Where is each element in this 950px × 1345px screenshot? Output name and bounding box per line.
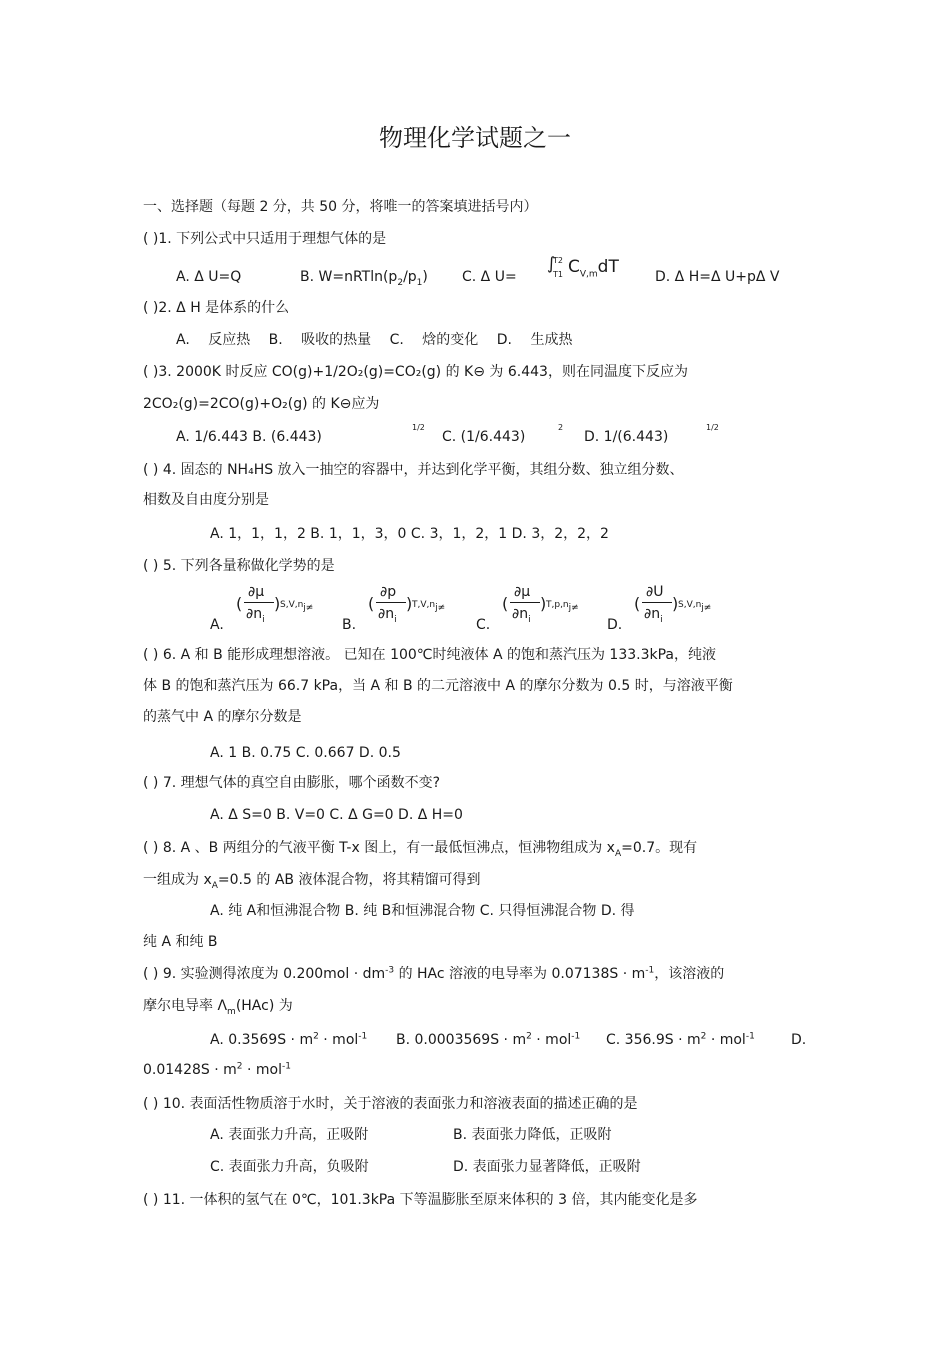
q2-options: A. 反应热 B. 吸收的热量 C. 焓的变化 D. 生成热	[176, 332, 573, 348]
q9-option-b: B. $0.0003569S \cdot m^2 \cdot mol^{-1}$	[396, 1031, 581, 1048]
integral-sign: ∫	[547, 254, 556, 274]
q1-option-a: A. Δ U=Q	[176, 269, 242, 285]
q3-stem-line2: 2CO₂(g)=2CO(g)+O₂(g) 的 K⊖应为	[143, 396, 380, 412]
q6-stem-line1: ( ) 6. A 和 B 能形成理想溶液。 已知在 100℃时纯液体 A 的饱和蒸汽压为 133.3kPa，纯液	[143, 647, 717, 663]
q9-option-c: C. $356.9S \cdot m^2 \cdot mol^{-1}$	[606, 1031, 755, 1048]
q5-stem: ( ) 5. 下列各量称做化学势的是	[143, 558, 335, 574]
q9-option-d-label: D.	[791, 1032, 807, 1048]
q3-c-exponent: 2	[558, 423, 564, 432]
section-heading: 一、选择题（每题 2 分，共 50 分，将唯一的答案填进括号内）	[143, 199, 538, 215]
q1-option-d: D. Δ H=Δ U+pΔ V	[655, 269, 780, 285]
q3-b-exponent: 1/2	[412, 423, 425, 432]
q8-stem-line1: ( ) 8. A 、B 两组分的气液平衡 T-x 图上，有一最低恒沸点，恒沸物组成为 $x_A=0.7$。现有	[143, 840, 698, 859]
q1-option-c: C. Δ U=	[462, 269, 517, 285]
q9-stem-line2: 摩尔电导率 $\Lambda_m(HAc)$ 为	[143, 998, 293, 1017]
q10-option-d: D. 表面张力显著降低，正吸附	[453, 1159, 641, 1175]
q6-options: A. 1 B. 0.75 C. 0.667 D. 0.5	[210, 745, 401, 761]
integral-lower-limit: T1	[553, 270, 563, 279]
q5-option-c-label: C.	[476, 617, 491, 633]
q9-stem-line1: ( ) 9. 实验测得浓度为 $0.200mol \cdot dm^{-3}$ 的 HAc 溶液的电导率为 $0.07138S \cdot m^{-1}$，该溶液的	[143, 965, 725, 982]
q1-option-c-integrand: $C_{V,m}dT$	[568, 257, 619, 280]
q8-options: A. 纯 A和恒沸混合物 B. 纯 B和恒沸混合物 C. 只得恒沸混合物 D. 得	[210, 903, 635, 919]
q3-option-d: D. 1/(6.443)	[584, 429, 669, 445]
q5-option-a-label: A.	[210, 617, 224, 633]
q10-option-a: A. 表面张力升高，正吸附	[210, 1127, 369, 1143]
q3-options-ab: A. 1/6.443 B. (6.443)	[176, 429, 322, 445]
q3-option-c: C. (1/6.443)	[442, 429, 526, 445]
q1-option-b: B. $W=nRTln(p_2/p_1)$	[300, 269, 428, 288]
q4-stem-line2: 相数及自由度分别是	[143, 492, 269, 508]
q5-option-d-label: D.	[607, 617, 623, 633]
q10-option-c: C. 表面张力升高，负吸附	[210, 1159, 369, 1175]
q7-stem: ( ) 7. 理想气体的真空自由膨胀，哪个函数不变?	[143, 775, 441, 791]
q6-stem-line3: 的蒸气中 A 的摩尔分数是	[143, 709, 302, 725]
q1-stem: ( )1. 下列公式中只适用于理想气体的是	[143, 231, 387, 247]
q4-options: A. 1，1，1，2 B. 1，1，3，0 C. 3，1，2，1 D. 3，2，2，2	[210, 526, 609, 542]
q11-stem: ( ) 11. 一体积的氢气在 0℃，101.3kPa 下等温膨胀至原来体积的 3 倍，其内能变化是多	[143, 1192, 698, 1208]
integral-upper-limit: T2	[553, 256, 563, 265]
q7-options: A. Δ S=0 B. V=0 C. Δ G=0 D. Δ H=0	[210, 807, 463, 823]
q10-option-b: B. 表面张力降低，正吸附	[453, 1127, 612, 1143]
q8-stem-line2: 一组成为 $x_A=0.5$ 的 AB 液体混合物，将其精馏可得到	[143, 872, 481, 891]
q9-option-a: A. $0.3569S \cdot m^2 \cdot mol^{-1}$	[210, 1031, 368, 1048]
q9-option-d: $0.01428S \cdot m^2 \cdot mol^{-1}$	[143, 1061, 291, 1078]
q4-stem-line1: ( ) 4. 固态的 NH₄HS 放入一抽空的容器中，并达到化学平衡，其组分数、独立组分数、	[143, 462, 684, 478]
q2-stem: ( )2. Δ H 是体系的什么	[143, 300, 290, 316]
q3-stem-line1: ( )3. 2000K 时反应 CO(g)+1/2O₂(g)=CO₂(g) 的 K⊖ 为 6.443，则在同温度下反应为	[143, 364, 688, 380]
q8-options-line2: 纯 A 和纯 B	[143, 934, 218, 950]
q3-d-exponent: 1/2	[706, 423, 719, 432]
q6-stem-line2: 体 B 的饱和蒸汽压为 66.7 kPa，当 A 和 B 的二元溶液中 A 的摩尔分数为 0.5 时，与溶液平衡	[143, 678, 733, 694]
q5-option-b-label: B.	[342, 617, 357, 633]
page-title: 物理化学试题之一	[379, 124, 571, 152]
q10-stem: ( ) 10. 表面活性物质溶于水时，关于溶液的表面张力和溶液表面的描述正确的是	[143, 1096, 638, 1112]
